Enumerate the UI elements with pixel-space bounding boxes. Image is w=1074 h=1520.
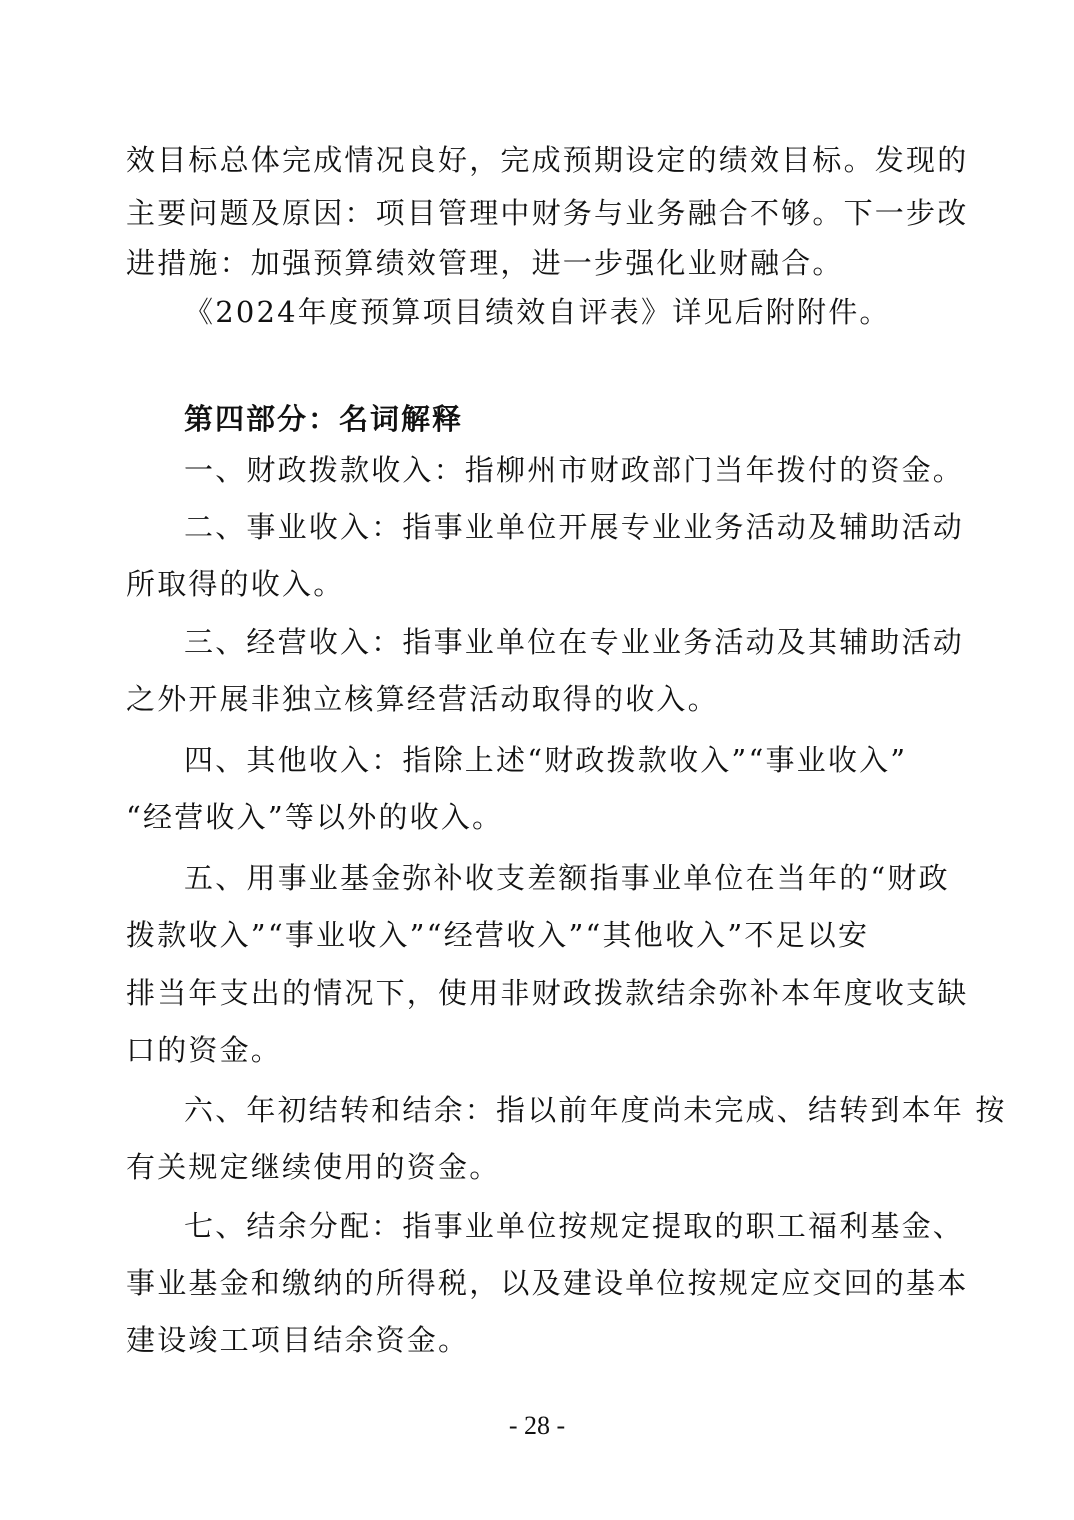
definition-line: 口的资金。 <box>126 1033 283 1067</box>
definition-line: 事业基金和缴纳的所得税，以及建设单位按规定应交回的基本 <box>126 1266 969 1300</box>
body-text-line: 主要问题及原因：项目管理中财务与业务融合不够。下一步改 <box>126 196 969 230</box>
definition-line: 五、用事业基金弥补收支差额指事业单位在当年的“财政 <box>184 861 950 895</box>
page-number: - 28 - <box>508 1411 566 1440</box>
definition-line: 排当年支出的情况下，使用非财政拨款结余弥补本年度收支缺 <box>126 976 969 1010</box>
definition-line: 之外开展非独立核算经营活动取得的收入。 <box>126 682 719 716</box>
definition-line: 二、事业收入：指事业单位开展专业业务活动及辅助活动 <box>184 510 965 544</box>
definition-line: 七、结余分配：指事业单位按规定提取的职工福利基金、 <box>184 1209 965 1243</box>
definition-line: 所取得的收入。 <box>126 567 345 601</box>
body-text-line: 效目标总体完成情况良好，完成预期设定的绩效目标。发现的 <box>126 143 969 177</box>
definition-line: 有关规定继续使用的资金。 <box>126 1150 501 1184</box>
definition-line: 三、经营收入：指事业单位在专业业务活动及其辅助活动 <box>184 625 965 659</box>
section-heading: 第四部分：名词解释 <box>184 402 464 436</box>
definition-line: 四、其他收入：指除上述“财政拨款收入”“事业收入” <box>184 743 908 777</box>
definition-line: 拨款收入”“事业收入”“经营收入”“其他收入”不足以安 <box>126 918 870 952</box>
definition-line: 一、财政拨款收入：指柳州市财政部门当年拨付的资金。 <box>184 453 965 487</box>
body-text-line: 进措施：加强预算绩效管理，进一步强化业财融合。 <box>126 246 844 280</box>
definition-line: 建设竣工项目结余资金。 <box>126 1323 470 1357</box>
definition-line: “经营收入”等以外的收入。 <box>126 800 504 834</box>
definition-line: 六、年初结转和结余：指以前年度尚未完成、结转到本年 按 <box>184 1093 1007 1127</box>
body-text-line: 《2024年度预算项目绩效自评表》详见后附附件。 <box>184 295 891 329</box>
